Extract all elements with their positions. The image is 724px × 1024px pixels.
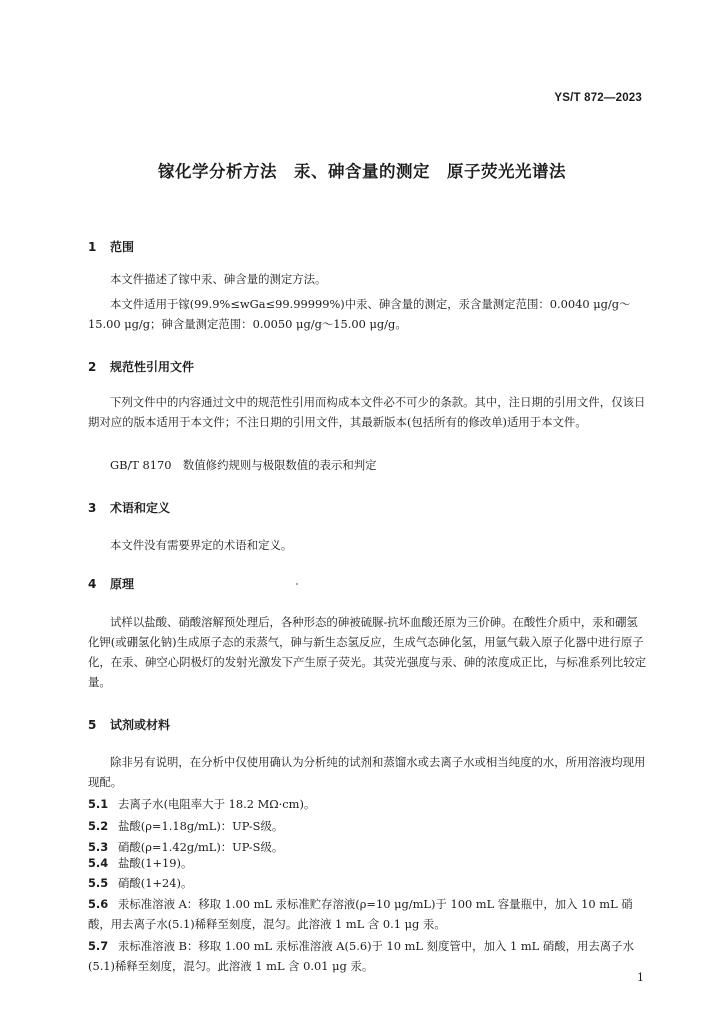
paragraph: 本文件没有需要界定的术语和定义。 <box>110 538 293 552</box>
item-text: 硝酸(ρ=1.42g/mL)：UP-S级。 <box>118 840 284 854</box>
list-item <box>88 794 648 814</box>
section-number: 3 <box>88 501 97 515</box>
standard-number: YS/T 872—2023 <box>554 92 642 104</box>
paragraph: 试样以盐酸、硝酸溶解预处理后，各种形态的砷被硫脲-抗坏血酸还原为三价砷。在酸性介质中，汞和硼氢化钾(或硼氢化钠)生成原子态的汞蒸气，砷与新生态氢反应，生成气态砷化氢，用氩气载入原子化器中进行原子化，在汞、砷空心阴极灯的发射光激发下产生原子荧光。其荧光强度与汞、砷的浓度成正比，与标准系列比较定量。 <box>88 615 647 689</box>
item-text: 汞标准溶液 A：移取 1.00 mL 汞标准贮存溶液(ρ=10 μg/mL)于 100 mL 容量瓶中，加入 10 mL 硝酸，用去离子水(5.1)稀释至刻度，混匀。此溶液 1 mL 含 0.1 μg 汞。 <box>88 897 633 931</box>
item-number: 5.1 <box>88 797 109 811</box>
section-number: 1 <box>88 240 97 254</box>
document-title: 镓化学分析方法 汞、砷含量的测定 原子荧光光谱法 <box>158 162 566 181</box>
section-title: 范围 <box>110 240 135 254</box>
section-4-heading <box>88 575 134 592</box>
section-title: 术语和定义 <box>110 501 171 515</box>
item-text: 盐酸(1+19)。 <box>118 856 193 870</box>
section-3-heading <box>88 499 170 516</box>
list-item <box>88 894 648 934</box>
list-item <box>88 853 648 873</box>
paragraph: 除非另有说明，在分析中仅使用确认为分析纯的试剂和蒸馏水或去离子水或相当纯度的水，所用溶液均现用现配。 <box>88 755 646 789</box>
list-item <box>88 873 648 893</box>
section-title: 原理 <box>110 577 135 591</box>
list-item <box>88 816 648 836</box>
section-number: 5 <box>88 718 97 732</box>
section-number: 4 <box>88 577 97 591</box>
item-number: 5.3 <box>88 840 109 854</box>
item-number: 5.4 <box>88 856 109 870</box>
paragraph: 本文件适用于镓(99.9%≤wGa≤99.99999%)中汞、砷含量的测定，汞含量测定范围：0.0040 μg/g～15.00 μg/g；砷含量测定范围：0.0050 μg/g～15.00 μg/g。 <box>88 297 631 331</box>
section-1-heading <box>88 238 134 255</box>
section-title: 试剂或材料 <box>110 718 171 732</box>
paragraph: 下列文件中的内容通过文中的规范性引用而构成本文件必不可少的条款。其中，注日期的引用文件，仅该日期对应的版本适用于本文件；不注日期的引用文件，其最新版本(包括所有的修改单)适用于本文件。 <box>88 395 646 429</box>
page-number: 1 <box>637 971 644 984</box>
item-text: 去离子水(电阻率大于 18.2 MΩ·cm)。 <box>118 797 316 811</box>
item-number: 5.7 <box>88 939 109 953</box>
section-number: 2 <box>88 360 97 374</box>
paragraph: 本文件描述了镓中汞、砷含量的测定方法。 <box>110 272 327 286</box>
item-text: 汞标准溶液 B：移取 1.00 mL 汞标准溶液 A(5.6)于 10 mL 刻度管中，加入 1 mL 硝酸，用去离子水(5.1)稀释至刻度，混匀。此溶液 1 mL 含 0.01 μg 汞。 <box>88 939 634 973</box>
scan-speck <box>296 583 298 585</box>
item-number: 5.5 <box>88 876 109 890</box>
item-number: 5.6 <box>88 897 109 911</box>
item-number: 5.2 <box>88 819 109 833</box>
reference-item: GB/T 8170 数值修约规则与极限数值的表示和判定 <box>110 458 377 472</box>
section-title: 规范性引用文件 <box>110 360 195 374</box>
item-text: 盐酸(ρ=1.18g/mL)：UP-S级。 <box>118 819 284 833</box>
item-text: 硝酸(1+24)。 <box>118 876 193 890</box>
section-5-heading <box>88 716 170 733</box>
section-2-heading <box>88 358 194 375</box>
list-item <box>88 936 648 976</box>
